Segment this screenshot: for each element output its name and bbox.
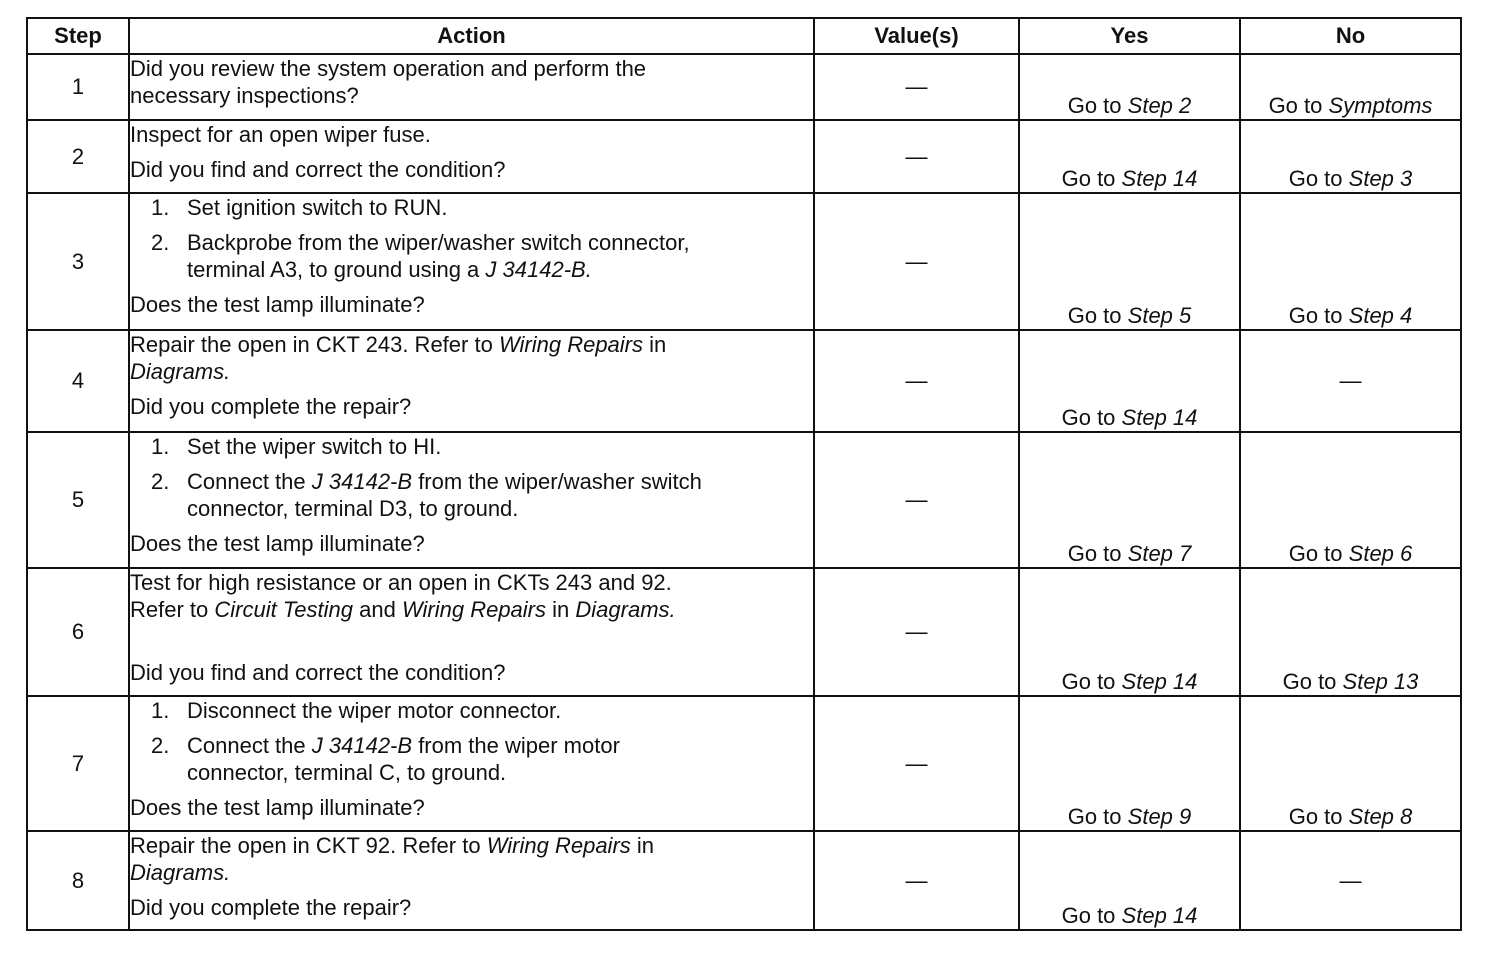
reference-text: Diagrams. (130, 359, 231, 384)
action-text: Refer to (130, 597, 209, 622)
list-item (130, 433, 813, 460)
item-text: connector, terminal C, to ground. (187, 760, 507, 785)
action-cell (129, 696, 814, 831)
action-text: Did you review the system operation and perform the (130, 56, 647, 81)
step-list (130, 194, 813, 283)
header-no: No (1240, 18, 1461, 54)
value-cell: — (814, 831, 1019, 930)
table-row (27, 432, 1461, 568)
list-item (130, 697, 813, 724)
goto-text: Go to (1282, 669, 1337, 694)
no-cell (1240, 696, 1461, 831)
header-step: Step (27, 18, 129, 54)
item-text: terminal A3, to ground using a (187, 257, 480, 282)
reference-text: Wiring Repairs (498, 332, 644, 357)
step-number: 1 (27, 54, 129, 120)
item-number: 1. (151, 195, 170, 220)
no-cell: — (1240, 330, 1461, 432)
action-text: Inspect for an open wiper fuse. (130, 122, 431, 147)
goto-text: Go to (1067, 93, 1122, 118)
yes-cell (1019, 120, 1240, 193)
yes-cell (1019, 432, 1240, 568)
no-cell (1240, 120, 1461, 193)
goto-target: Step 14 (1121, 903, 1198, 928)
header-action: Action (129, 18, 814, 54)
question-text: Did you complete the repair? (130, 394, 412, 419)
item-text: Set ignition switch to RUN. (187, 195, 448, 220)
action-text: Repair the open in CKT 92. Refer to (130, 833, 481, 858)
item-text: Disconnect the wiper motor connector. (187, 698, 562, 723)
action-text: Test for high resistance or an open in CKTs 243 and 92. (130, 570, 672, 595)
goto-target: Step 14 (1121, 669, 1198, 694)
yes-cell (1019, 330, 1240, 432)
header-row (27, 18, 1461, 54)
item-number: 1. (151, 434, 170, 459)
step-number: 8 (27, 831, 129, 930)
goto-text: Go to (1061, 166, 1116, 191)
question-text: Did you find and correct the condition? (130, 660, 506, 685)
action-cell (129, 193, 814, 330)
reference-text: Circuit Testing (214, 597, 353, 622)
goto-text: Go to (1061, 903, 1116, 928)
no-cell (1240, 193, 1461, 330)
goto-target: Step 5 (1127, 303, 1192, 328)
goto-text: Go to (1061, 405, 1116, 430)
list-item (130, 229, 813, 283)
value-cell: — (814, 432, 1019, 568)
no-cell: — (1240, 831, 1461, 930)
item-text: Backprobe from the wiper/washer switch connector, (187, 230, 690, 255)
item-text: from the wiper/washer switch (418, 469, 702, 494)
action-cell (129, 54, 814, 120)
question-text: Did you find and correct the condition? (130, 157, 506, 182)
question-text: Does the test lamp illuminate? (130, 292, 425, 317)
list-item (130, 468, 813, 522)
tool-reference: J 34142-B (311, 733, 413, 758)
goto-text: Go to (1288, 804, 1343, 829)
item-text: Set the wiper switch to HI. (187, 434, 442, 459)
no-cell (1240, 568, 1461, 696)
goto-target: Step 9 (1127, 804, 1192, 829)
action-text: in (649, 332, 667, 357)
step-number: 3 (27, 193, 129, 330)
table-row (27, 330, 1461, 432)
item-number: 1. (151, 698, 170, 723)
item-text: Connect the (187, 733, 306, 758)
goto-text: Go to (1288, 303, 1343, 328)
goto-text: Go to (1067, 303, 1122, 328)
item-text: from the wiper motor (418, 733, 620, 758)
goto-target: Step 4 (1348, 303, 1413, 328)
tool-reference: J 34142-B (311, 469, 413, 494)
header-yes: Yes (1019, 18, 1240, 54)
action-text: and (359, 597, 396, 622)
item-number: 2. (151, 230, 170, 255)
goto-text: Go to (1288, 166, 1343, 191)
value-cell: — (814, 193, 1019, 330)
reference-text: Diagrams. (130, 860, 231, 885)
table-row (27, 831, 1461, 930)
goto-target: Step 14 (1121, 405, 1198, 430)
goto-target: Step 13 (1342, 669, 1419, 694)
tool-reference: J 34142-B. (485, 257, 592, 282)
value-cell: — (814, 120, 1019, 193)
value-cell: — (814, 696, 1019, 831)
goto-target: Step 14 (1121, 166, 1198, 191)
action-cell (129, 330, 814, 432)
yes-cell (1019, 696, 1240, 831)
table-row (27, 568, 1461, 696)
step-list (130, 433, 813, 522)
step-number: 5 (27, 432, 129, 568)
value-cell: — (814, 330, 1019, 432)
goto-target: Step 6 (1348, 541, 1413, 566)
question-text: Does the test lamp illuminate? (130, 795, 425, 820)
goto-target: Step 7 (1127, 541, 1192, 566)
reference-text: Wiring Repairs (486, 833, 631, 858)
action-text: Repair the open in CKT 243. Refer to (130, 332, 493, 357)
goto-text: Go to (1067, 541, 1122, 566)
yes-cell (1019, 193, 1240, 330)
table-row (27, 193, 1461, 330)
reference-text: Diagrams. (575, 597, 676, 622)
question-text: Did you complete the repair? (130, 895, 412, 920)
action-text: in (636, 833, 655, 858)
yes-cell (1019, 568, 1240, 696)
step-number: 2 (27, 120, 129, 193)
goto-target: Symptoms (1328, 93, 1433, 118)
yes-cell (1019, 54, 1240, 120)
goto-text: Go to (1288, 541, 1343, 566)
goto-target: Step 3 (1348, 166, 1413, 191)
goto-text: Go to (1067, 804, 1122, 829)
table-row (27, 696, 1461, 831)
action-cell (129, 831, 814, 930)
goto-text: Go to (1268, 93, 1323, 118)
action-cell (129, 432, 814, 568)
step-list (130, 697, 813, 786)
step-number: 6 (27, 568, 129, 696)
goto-text: Go to (1061, 669, 1116, 694)
header-values: Value(s) (814, 18, 1019, 54)
item-number: 2. (151, 469, 170, 494)
item-text: Connect the (187, 469, 306, 494)
value-cell: — (814, 54, 1019, 120)
value-cell: — (814, 568, 1019, 696)
diagnostic-table (26, 17, 1462, 931)
action-text: necessary inspections? (130, 83, 359, 108)
table-row (27, 54, 1461, 120)
list-item (130, 194, 813, 221)
action-cell (129, 120, 814, 193)
goto-target: Step 2 (1127, 93, 1192, 118)
no-cell (1240, 54, 1461, 120)
no-cell (1240, 432, 1461, 568)
item-number: 2. (151, 733, 170, 758)
action-text: in (552, 597, 570, 622)
step-number: 4 (27, 330, 129, 432)
step-number: 7 (27, 696, 129, 831)
reference-text: Wiring Repairs (401, 597, 547, 622)
yes-cell (1019, 831, 1240, 930)
goto-target: Step 8 (1348, 804, 1413, 829)
item-text: connector, terminal D3, to ground. (187, 496, 519, 521)
action-cell (129, 568, 814, 696)
table-row (27, 120, 1461, 193)
question-text: Does the test lamp illuminate? (130, 531, 425, 556)
list-item (130, 732, 813, 786)
